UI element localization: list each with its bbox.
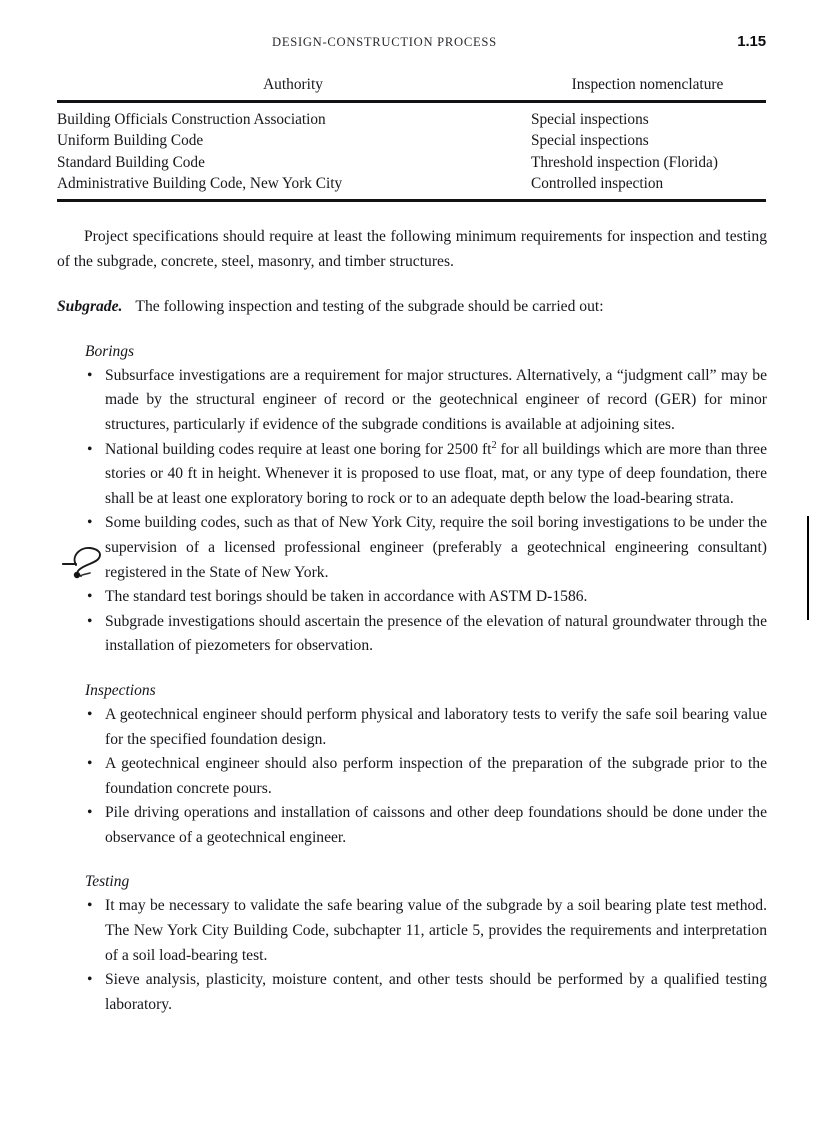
list-item [85, 610, 767, 659]
bullet-icon: • [87, 514, 93, 532]
running-header-title: DESIGN-CONSTRUCTION PROCESS [272, 35, 497, 49]
section-borings [57, 341, 767, 659]
list-item-text: A geotechnical engineer should also perform inspection of the preparation of the subgrade prior to the foundation concrete pours. [105, 755, 767, 797]
bullet-icon: • [87, 588, 93, 606]
table-bottom-rule-cell [57, 199, 766, 202]
subgrade-paragraph [57, 295, 767, 320]
bullet-icon: • [87, 612, 93, 630]
list-item-text: Some building codes, such as that of New York City, require the soil boring investigations to be under the supervision of a licensed professional engineer (preferably a geotechnical engineering consultant) registered in the State of New York. [105, 514, 767, 581]
body-content [57, 225, 767, 1017]
table-bottom-rule-row [57, 199, 766, 202]
subgrade-paragraph-text: The following inspection and testing of the subgrade should be carried out: [135, 298, 604, 316]
table-header-row [57, 76, 766, 100]
list-item-text: Subsurface investigations are a requirement for major structures. Alternatively, a “judgment call” may be made by the structural engineer of record or the geotechnical engineer of record (GER) for minor structures, particularly if evidence of the subgrade conditions is available at adjoining sites. [105, 366, 767, 433]
bullet-icon: • [87, 366, 93, 384]
bullet-icon: • [87, 971, 93, 989]
cell-nomenclature: Special inspections [531, 111, 649, 128]
cell-authority: Standard Building Code [57, 153, 205, 171]
list-item-text: National building codes require at least one boring for 2500 $ft^2$ for all buildings which are more than three stories or 40 ft in height. Whenever it is proposed to use float, mat, or any type of deep foundation, there shall be at least one exploratory boring to rock or to an adequate depth below the load-bearing strata. [105, 439, 767, 507]
authority-table-block [57, 76, 766, 202]
superscript-two: 2 [491, 439, 497, 451]
table-row [57, 130, 766, 151]
table-row [57, 173, 766, 199]
list-item [85, 801, 767, 850]
column-header-authority: Authority [263, 76, 323, 93]
bullet-list-inspections [85, 703, 767, 851]
running-header [57, 33, 766, 53]
bullet-list-borings [85, 364, 767, 659]
cell-authority: Uniform Building Code [57, 132, 204, 150]
list-item-text: The standard test borings should be taken in accordance with ASTM D-1586. [105, 588, 588, 606]
list-item-text: A geotechnical engineer should perform physical and laboratory tests to verify the safe soil bearing value for the specified foundation design. [105, 705, 767, 748]
cell-nomenclature: Threshold inspection (Florida) [531, 153, 718, 171]
page-edge-artifact [807, 516, 809, 620]
intro-paragraph: Project specifications should require at least the following minimum requirements for inspection and testing of the subgrade, concrete, steel, masonry, and timber structures. [57, 228, 767, 270]
bullet-icon: • [87, 804, 93, 822]
bullet-list-testing [85, 894, 767, 1017]
cell-nomenclature: Special inspections [531, 132, 649, 150]
section-inspections [57, 680, 767, 851]
table-row [57, 103, 766, 130]
column-header-nomenclature: Inspection nomenclature [571, 76, 724, 93]
list-item [85, 968, 767, 1017]
cell-authority: Administrative Building Code, New York City [57, 174, 343, 192]
bullet-icon: • [87, 705, 93, 723]
table-bottom-rule [57, 199, 766, 202]
list-item [85, 752, 767, 801]
list-item [85, 438, 767, 512]
bullet-icon: • [87, 755, 93, 773]
list-item-text: Pile driving operations and installation of caissons and other deep foundations should be done under the observance of a geotechnical engineer. [105, 804, 767, 846]
list-item [85, 703, 767, 752]
authority-table [57, 76, 766, 202]
cell-nomenclature: Controlled inspection [531, 174, 664, 192]
subgrade-runin-heading: Subgrade. [57, 298, 123, 316]
section-testing [57, 871, 767, 1017]
list-item [85, 894, 767, 968]
list-item-text: Sieve analysis, plasticity, moisture content, and other tests should be performed by a qualified testing laboratory. [105, 971, 767, 1013]
cell-authority: Building Officials Construction Association [57, 111, 326, 128]
list-item-text: It may be necessary to validate the safe bearing value of the subgrade by a soil bearing plate test method. The New York City Building Code, subchapter 11, article 5, provides the requirements and interpretation of a soil load-bearing test. [105, 897, 767, 964]
table-row [57, 152, 766, 173]
section-heading-inspections: Inspections [85, 681, 156, 699]
list-item [85, 511, 767, 585]
list-item [85, 585, 767, 610]
section-heading-borings: Borings [85, 342, 135, 360]
bullet-icon: • [87, 897, 93, 915]
list-item [85, 364, 767, 438]
bullet-icon: • [87, 440, 93, 458]
page-number: 1.15 [737, 33, 766, 50]
list-item-text: Subgrade investigations should ascertain the presence of the elevation of natural groundwater through the installation of piezometers for observation. [105, 612, 767, 655]
section-heading-testing: Testing [85, 873, 130, 891]
